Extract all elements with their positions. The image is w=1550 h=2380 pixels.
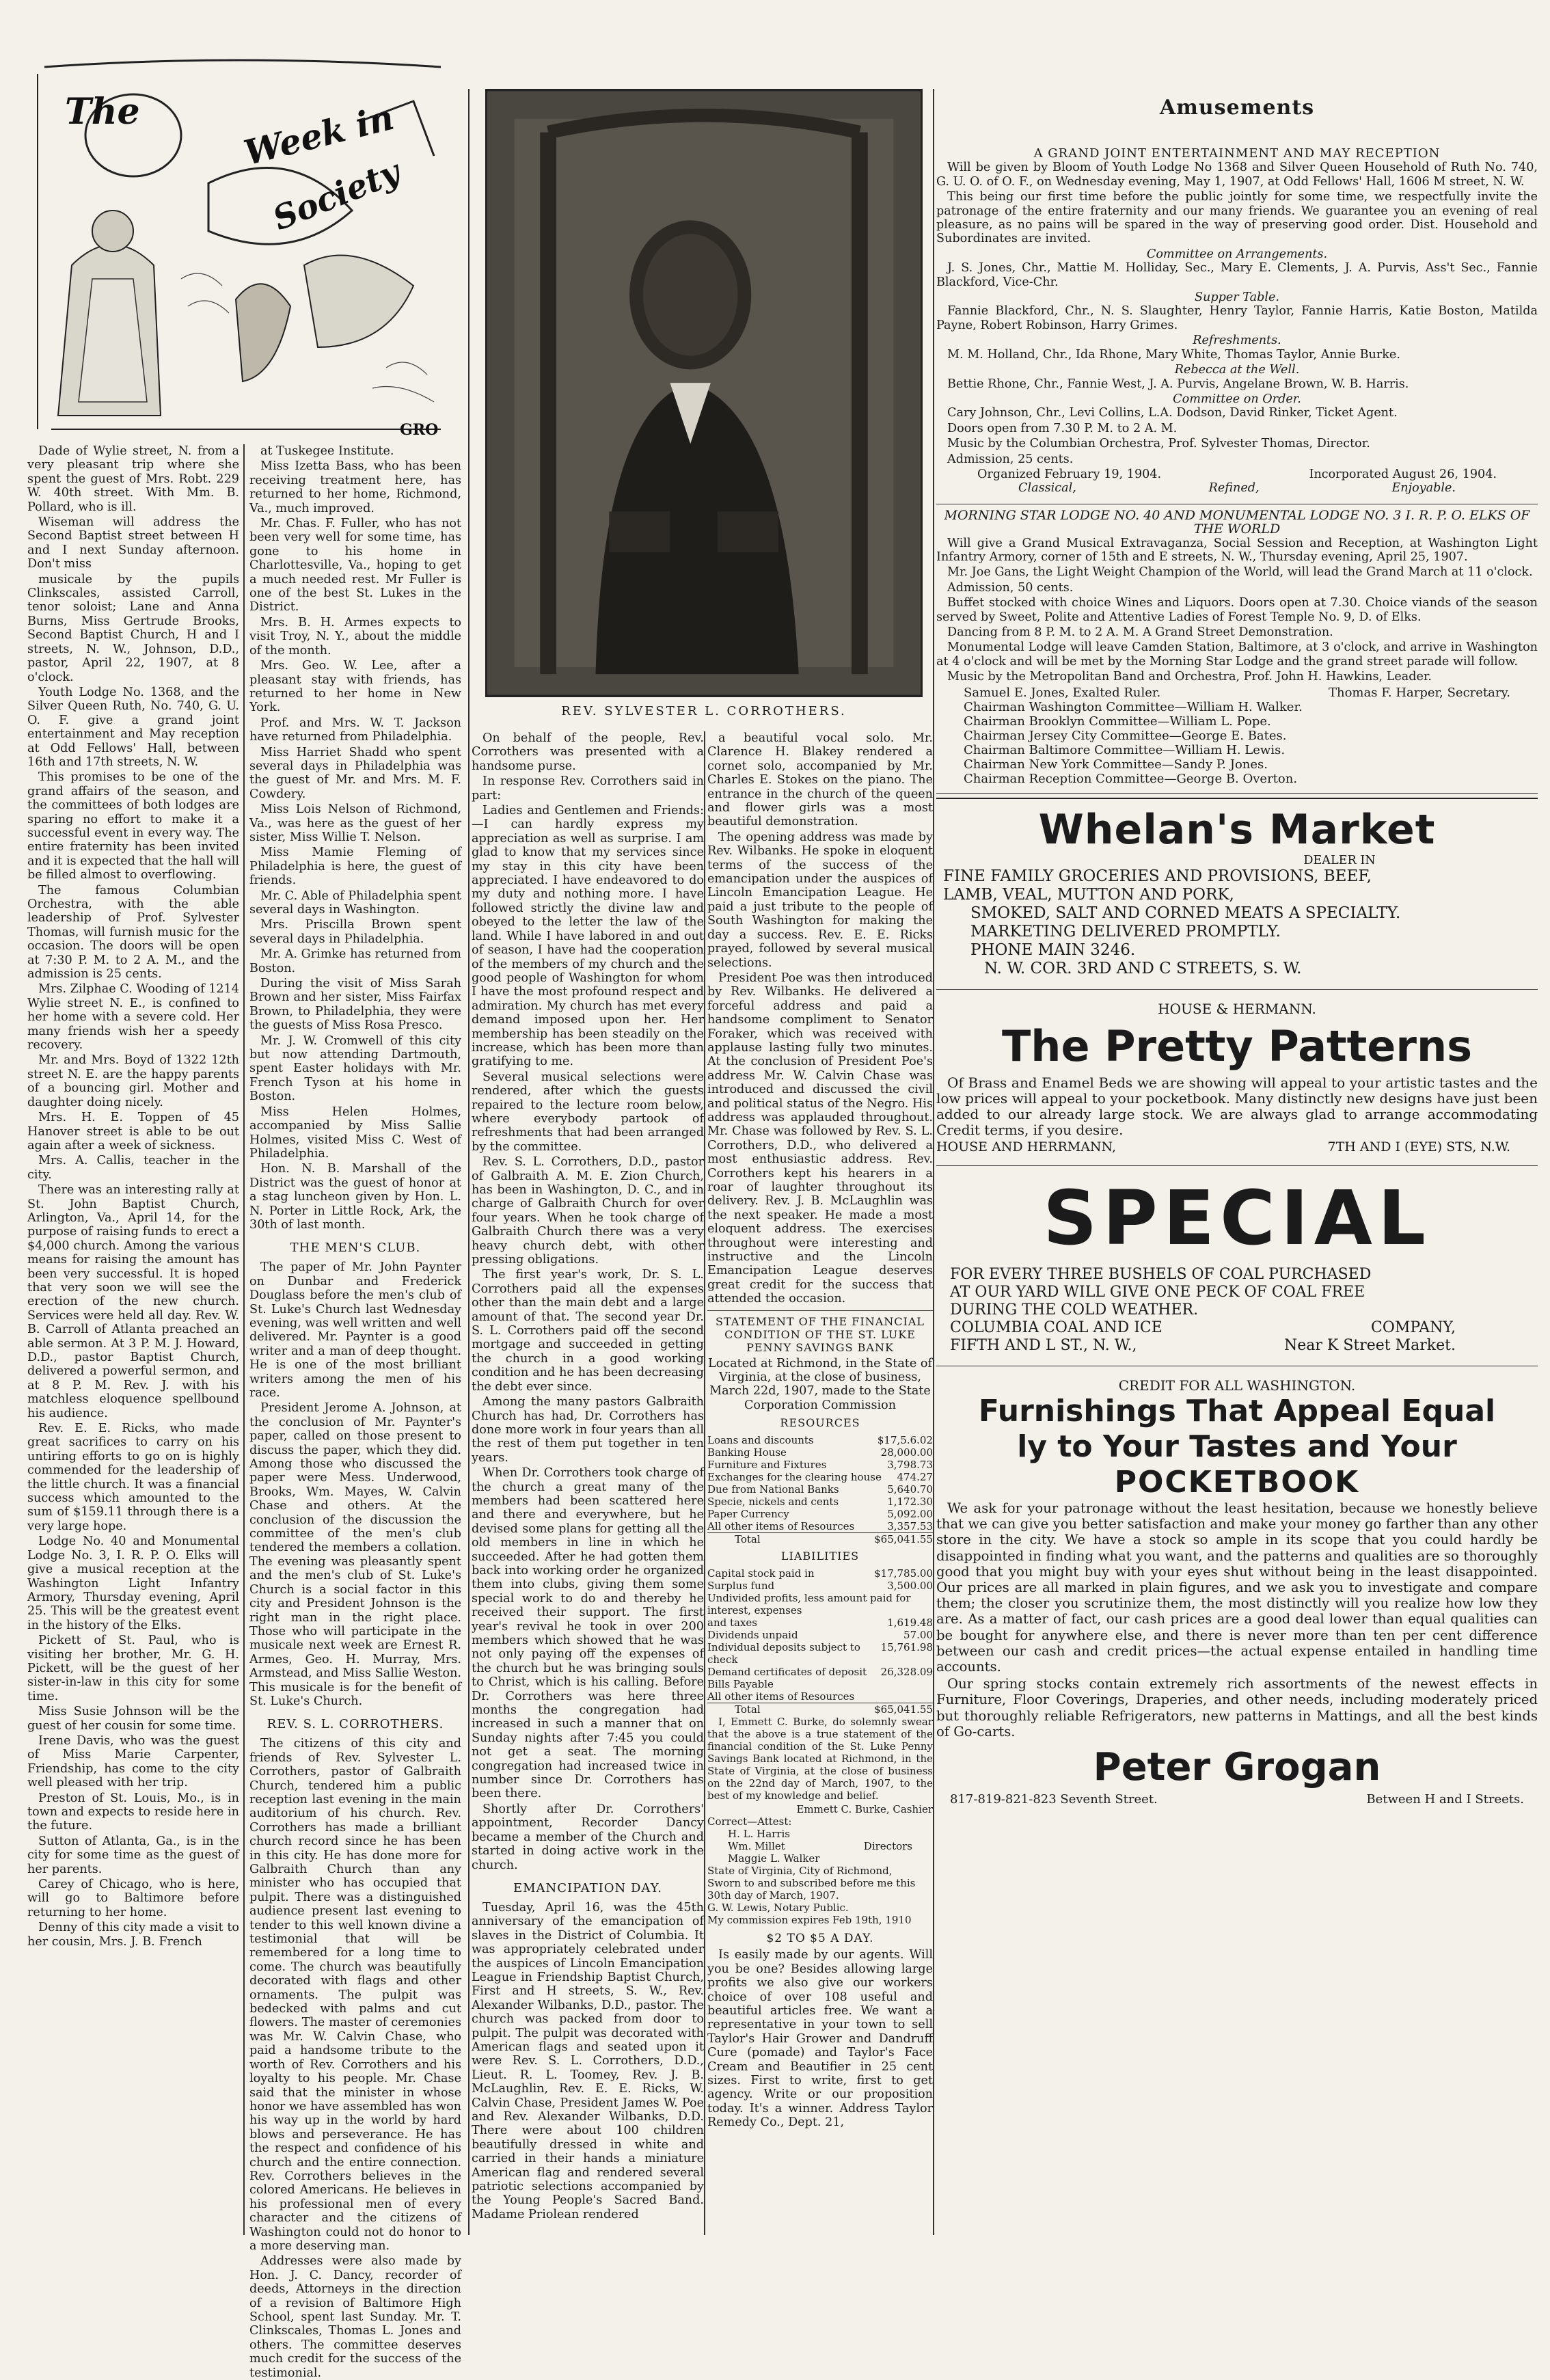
resource-row [707, 1496, 933, 1508]
resource-row-label: Specie, nickels and cents [707, 1496, 839, 1509]
divider [936, 989, 1538, 990]
credit-heading: CREDIT FOR ALL WASHINGTON. [1118, 1377, 1356, 1394]
elks-chairmen-list [936, 700, 1538, 786]
refreshments-list: M. M. Holland, Chr., Ida Rhone, Mary White, Thomas Taylor, Annie Burke. [947, 347, 1400, 362]
resource-row-label: Exchanges for the clearing house [707, 1471, 882, 1484]
emancipation-paragraph: The opening address was made by Rev. Wilbanks. He spoke in eloquent terms of the success of the emancipation under the auspices of Lincoln Emancipation League. He paid a just tribute to the people of South Washington for making the day a success. Rev. E. E. Ricks prayed, followed by several musical selections. [707, 830, 933, 970]
society-paragraph: This promises to be one of the grand affairs of the season, and the committees of both lodges are sparing no effort to make it a successful event in every way. The entire fraternity has been invited and it is expected that the hall will be filled almost to overflowing. [27, 770, 239, 882]
society-paragraph: Lodge No. 40 and Monumental Lodge No. 3, I. R. P. O. Elks will give a musical reception at the Washington Light Infantry Armory, Thursday evening, April 25. This will be the greatest event in the history of the Elks. [27, 1534, 239, 1632]
corrothers-paragraph: Rev. S. L. Corrothers, D.D., pastor of Galbraith A. M. E. Zion Church, has been in Washington, D. C., and in charge of Galbraith Church for over four years. When he took charge of Galbraith Church there was a very heavy church debt, with other pressing obligations. [472, 1155, 704, 1267]
elks-camden: Monumental Lodge will leave Camden Station, Baltimore, at 3 o'clock, and arrive in Washington at 4 o'clock and will be met by the Morning Star Lodge and the grand street parade will follow. [936, 640, 1538, 668]
society-paragraph: Mr. and Mrs. Boyd of 1322 12th street N. E. are the happy parents of a bouncing girl. Mother and daughter doing nicely. [27, 1053, 239, 1109]
resource-row-amount: 3,357.53 [887, 1520, 933, 1533]
credit-title-3: POCKETBOOK [1114, 1465, 1360, 1500]
liability-row-label: Capital stock paid in [707, 1567, 815, 1580]
doors-text: Doors open from 7.30 P. M. to 2 A. M. [947, 421, 1178, 435]
liability-row [707, 1666, 933, 1678]
amusements-column [936, 96, 1538, 2242]
elks-chairman: Chairman Washington Committee—William H. Walker. [964, 699, 1303, 714]
divider [936, 793, 1538, 794]
order-heading: Committee on Order. [1173, 392, 1301, 406]
society-paragraph: Sutton of Atlanta, Ga., is in the city for some time as the guest of her parents. [27, 1834, 239, 1876]
elks-music: Music by the Metropolitan Band and Orchestra, Prof. John H. Hawkins, Leader. [947, 670, 1432, 684]
well-heading: Rebecca at the Well. [1174, 363, 1300, 377]
divider [707, 1310, 933, 1311]
liability-row [707, 1678, 933, 1690]
bank-column [707, 731, 933, 2235]
society-paragraph: Prof. and Mrs. W. T. Jackson have returned from Philadelphia. [249, 716, 461, 744]
elks-dancing: Dancing from 8 P. M. to 2 A. M. A Grand Street Demonstration. [947, 625, 1333, 639]
banner-word-the: The [65, 91, 140, 133]
society-paragraph: Miss Susie Johnson will be the guest of her cousin for some time. [27, 1705, 239, 1733]
corrothers-paragraph: The first year's work, Dr. S. L. Corrothers paid all the expenses other than the main debt and a large amount of that. The second year Dr. S. L. Corrothers paid off the second mortgage and succeeded in getting the church in a good working condition and he has been decreasing the debt ever since. [472, 1268, 704, 1394]
elks-chairman: Chairman New York Committee—Sandy P. Jones. [964, 757, 1268, 772]
amusements-title: Amusements [1159, 96, 1315, 120]
liability-row-label: Surplus fund [707, 1580, 775, 1593]
reception-text-2: This being our first time before the public jointly for some time, we respectfully invite the patronage of the entire fraternity and our many friends. We guarantee you an evening of real pleasure, as no pains will be spared in the way of preserving good order. Dist. Household and Subordinates are invited. [936, 190, 1538, 246]
credit-store-name: Peter Grogan [1093, 1745, 1381, 1790]
liability-row-label: Demand certificates of deposit [707, 1666, 867, 1679]
society-column-left [27, 444, 465, 2380]
resource-row [707, 1483, 933, 1496]
bank-director: Wm. Millet [728, 1840, 785, 1853]
resource-row-label: Due from National Banks [707, 1483, 839, 1496]
whelan-line: LAMB, VEAL, MUTTON AND PORK, [943, 886, 1234, 904]
refreshments-heading: Refreshments. [1193, 334, 1281, 348]
motto-1: Classical, [1018, 481, 1076, 496]
well-list: Bettie Rhone, Chr., Fannie West, J. A. Purvis, Angelane Brown, W. B. Harris. [947, 377, 1409, 391]
resources-total-amount: $65,041.55 [874, 1533, 933, 1546]
liability-row-label: Undivided profits, less amount paid for interest, expenses [707, 1592, 911, 1617]
society-paragraph: Pickett of St. Paul, who is visiting her brother, Mr. G. H. Pickett, will be the guest of her sister-in-law in this city for some time. [27, 1634, 239, 1703]
society-paragraph: Youth Lodge No. 1368, and the Silver Queen Ruth, No. 740, G. U. O. F. give a grand joint entertainment and May reception at Odd Fellows' Hall, between 16th and 17th streets, N. W. [27, 685, 239, 769]
liability-row-amount: 26,328.09 [880, 1666, 933, 1679]
society-paragraph: During the visit of Miss Sarah Brown and her sister, Miss Fairfax Brown, to Philadelphia, they were the guests of Miss Rosa Presco. [249, 977, 461, 1033]
organized-text: Organized February 19, 1904. [977, 467, 1162, 481]
mens-club-paragraph: The paper of Mr. John Paynter on Dunbar and Frederick Douglass before the men's club of St. Luke's Church last Wednesday evening, was well written and well delivered. Mr. Paynter is a good writer and a man of deep thought. He is one of the most brilliant writers among the men of his race. [249, 1260, 461, 1400]
society-paragraph: Irene Davis, who was the guest of Miss Marie Carpenter, Friendship, has come to the city well pleased with her trip. [27, 1733, 239, 1790]
supper-heading: Supper Table. [1194, 290, 1280, 305]
liability-row-amount: 3,500.00 [887, 1580, 933, 1593]
corrothers-paragraph: Addresses were also made by Hon. J. C. Dancy, recorder of deeds, Attorneys in the direction of a revision of Baltimore High School, spent last Sunday. Mr. T. Clinkscales, Thomas L. Jones and others. The committee deserves much credit for the success of the testimonial. [249, 2254, 461, 2380]
society-paragraph: Hon. N. B. Marshall of the District was the guest of honor at a stag luncheon given by Hon. L. N. Porter in Little Rock, Ark, the 30th of last month. [249, 1162, 461, 1232]
resource-row [707, 1508, 933, 1520]
corrothers-paragraph: When Dr. Corrothers took charge of the church a great many of the members had been scattered here and there and everywhere, but he devised some plans for getting all the old members in line in which he succeeded. After he had gotten them back into working order he organized them into clubs, giving them some special work to do and thereby he received their support. The first year's revival he took in over 200 members which showed that he was not only paying off the expenses of the church but he was bringing souls to Christ, which is his calling. Before Dr. Corrothers was here three months the congregation had increased in such a manner that on Sunday nights after 7:45 you could not get a seat. The morning congregation had increased twice in number since Dr. Corrothers has been there. [472, 1466, 704, 1801]
special-title: SPECIAL [1043, 1174, 1431, 1262]
elks-chairman: Chairman Reception Committee—George B. Overton. [964, 771, 1298, 786]
liability-row-label: Dividends unpaid [707, 1629, 798, 1642]
elks-chairman: Chairman Baltimore Committee—William H. Lewis. [964, 742, 1286, 757]
credit-text-2: Our spring stocks contain extremely rich assortments of the newest effects in Furniture, Floor Coverings, Draperies, and other needs, including moderately priced but thoroughly reliable Refrigerators, new patterns in Mattings, and all the best kinds of Go-carts. [936, 1676, 1538, 1740]
mens-club-heading: THE MEN'S CLUB. [290, 1241, 421, 1256]
resource-row-label: Banking House [707, 1446, 787, 1459]
bank-oath: I, Emmett C. Burke, do solemnly swear that the above is a true statement of the financial condition of the St. Luke Penny Savings Bank located at Richmond, in the State of Virginia, at the close of business on the 22nd day of March, 1907, to the best of my knowledge and belief. [707, 1716, 933, 1802]
bank-notary: G. W. Lewis, Notary Public. [707, 1902, 849, 1915]
column-rule [243, 444, 245, 2235]
credit-text: We ask for your patronage without the least hesitation, because we honestly believe that we can give you better satisfaction and make your money go farther than any other store in the city. We have a stock so ample in its scope that you could hardly be disappointed in finding what you want, and the patterns and qualities are so thoroughly good that you might buy with your eyes shut without being in the least disappointed. Our prices are all marked in plain figures, and we ask you to investigate and compare them; the closer you scrutinize them, the most distinctly will you realize how low they are. As a matter of fact, our cash prices are a good deal lower than equal qualities can be bought for anywhere else, and there is never more than ten per cent difference between our cash and credit prices—the actual expense entailed in handling time accounts. [936, 1500, 1538, 1675]
bank-commission: My commission expires Feb 19th, 1910 [707, 1914, 912, 1927]
whelan-dealer: DEALER IN [1303, 853, 1376, 867]
banner-word-society: Society [267, 152, 406, 239]
portrait-illustration [487, 91, 921, 695]
bank-sign: Emmett C. Burke, Cashier [796, 1803, 933, 1816]
peter-grogan-ad [936, 1370, 1538, 1813]
bank-directors-list [728, 1828, 819, 1865]
elks-text: Will give a Grand Musical Extravaganza, Social Session and Reception, at Washington Light Infantry Armory, corner of 15th and E streets, N. W., Thursday evening, April 25, 1907. [936, 536, 1538, 564]
resources-heading: RESOURCES [780, 1416, 860, 1430]
agent-heading: $2 TO $5 A DAY. [766, 1932, 874, 1946]
society-paragraph: Miss Helen Holmes, accompanied by Miss Sallie Holmes, visited Miss C. West of Philadelphia. [249, 1105, 461, 1161]
society-paragraph: Mrs. H. E. Toppen of 45 Hanover street is able to be out again after a week of sickness. [27, 1111, 239, 1152]
music-text: Music by the Columbian Orchestra, Prof. Sylvester Thomas, Director. [947, 437, 1370, 451]
society-paragraph: Carey of Chicago, who is here, will go to Baltimore before returning to her home. [27, 1878, 239, 1919]
credit-title-2: ly to Your Tastes and Your [1017, 1429, 1457, 1465]
resource-row-amount: 5,640.70 [887, 1483, 933, 1496]
liability-row-amount: 57.00 [903, 1629, 933, 1642]
elks-heading: MORNING STAR LODGE NO. 40 AND MONUMENTAL LODGE NO. 3 I. R. P. O. ELKS OF THE WORLD [944, 507, 1530, 537]
corrothers-paragraph: Ladies and Gentlemen and Friends:—I can hardly express my appreciation as well as surprise. I am glad to know that my services since my stay in this city have been appreciated. I have endeavored to do my duty and nothing more. I have followed strictly the divine law and obeyed to the letter the law of the land. While I have labored in and out of season, I have had the cooperation of the members of my church and the good people of Washington for whom I have the most profound respect and admiration. My church has met every demand imposed upon her. Her membership has been steadily on the increase, which has been more than gratifying to me. [472, 804, 704, 1069]
liability-row [707, 1617, 933, 1629]
liability-row-amount: 1,619.48 [887, 1617, 933, 1630]
liability-row-label: and taxes [707, 1617, 757, 1630]
elks-buffet: Buffet stocked with choice Wines and Liquors. Doors open at 7.30. Choice viands of the season served by Sweet, Polite and Attentive Ladies of Forest Temple No. 9, D. of Elks. [936, 596, 1538, 624]
liability-row-amount: 15,761.98 [880, 1641, 933, 1654]
whelan-lines [936, 867, 1538, 978]
corrothers-paragraph: On behalf of the people, Rev. Corrothers was presented with a handsome purse. [472, 731, 704, 773]
order-list: Cary Johnson, Chr., Levi Collins, L.A. Dodson, David Rinker, Ticket Agent. [947, 406, 1398, 420]
reception-text: Will be given by Bloom of Youth Lodge No 1368 and Silver Queen Household of Ruth No. 740, G. U. O. of O. F., on Wednesday evening, May 1, 1907, at Odd Fellows' Hall, 1606 M street, N. W. [936, 161, 1538, 189]
bank-director: H. L. Harris [728, 1828, 790, 1841]
liability-row [707, 1580, 933, 1592]
divider [936, 1165, 1538, 1166]
incorporated-text: Incorporated August 26, 1904. [1309, 467, 1497, 481]
society-paragraph: Miss Mamie Fleming of Philadelphia is here, the guest of friends. [249, 846, 461, 888]
whelan-line: SMOKED, SALT AND CORNED MEATS A SPECIALTY. [970, 904, 1401, 923]
whelan-line: MARKETING DELIVERED PROMPTLY. [970, 923, 1281, 941]
banner-subtitle: GRO [400, 421, 439, 439]
emancipation-paragraph: a beautiful vocal solo. Mr. Clarence H. Blakey rendered a cornet solo, accompanied by Mr. Charles E. Stokes on the piano. The entrance in the church of the queen and flower girls was a most beautiful demonstration. [707, 731, 933, 829]
liabilities-total-amount: $65,041.55 [874, 1703, 933, 1716]
motto-2: Refined, [1208, 481, 1260, 496]
liability-row-label: Individual deposits subject to check [707, 1641, 860, 1666]
society-paragraph: Denny of this city made a visit to her cousin, Mrs. J. B. French [27, 1921, 239, 1949]
liability-row [707, 1641, 933, 1666]
resource-row-amount: 3,798.73 [887, 1459, 933, 1472]
society-paragraph: The famous Columbian Orchestra, with the able leadership of Prof. Sylvester Thomas, will furnish music for the occasion. The doors will be open at 7:30 P. M. to 2 A. M., and the admission is 25 cents. [27, 883, 239, 982]
elks-secretary: Thomas F. Harper, Secretary. [1329, 685, 1510, 700]
bank-state: State of Virginia, City of Richmond, [707, 1865, 893, 1878]
corrothers-column [472, 731, 704, 2235]
bank-sworn: Sworn to and subscribed before me this 30th day of March, 1907. [707, 1877, 916, 1902]
whelan-line: N. W. COR. 3RD AND C STREETS, S. W. [984, 960, 1302, 978]
society-paragraph: Mr. C. Able of Philadelphia spent several days in Washington. [249, 889, 461, 917]
special-company-right: COMPANY, [1371, 1319, 1456, 1337]
emancipation-paragraph: Tuesday, April 16, was the 45th anniversary of the emancipation of slaves in the District of Columbia. It was appropriately celebrated under the auspices of Lincoln Emancipation League in Friendship Baptist Church, First and H streets, S. W., Rev. Alexander Wilbanks, D.D., pastor. The church was packed from door to pulpit. The pulpit was decorated with American flags and seated upon it were Rev. S. L. Corrothers, D.D., Lieut. R. L. Toomey, Rev. J. B. McLaughlin, Rev. E. E. Ricks, W. Calvin Chase, President James W. Poe and Rev. Alexander Wilbanks, D.D. There were about 100 children beautifully dressed in white and carried in their hands a miniature American flag and rendered several patriotic selections accompanied by the Young People's Sacred Band. Madame Priolean rendered [472, 1900, 704, 2221]
week-in-society-banner [31, 60, 448, 443]
society-paragraph: Dade of Wylie street, N. from a very pleasant trip where she spent the guest of Mrs. Robt. 229 W. 40th street. With Mm. B. Pollard, who is ill. [27, 444, 239, 514]
liability-row [707, 1592, 933, 1617]
elks-chairman: Chairman Brooklyn Committee—William L. Pope. [964, 714, 1271, 729]
special-coal-ad [936, 1170, 1538, 1362]
whelan-ad [936, 798, 1538, 985]
house-hermann-ad [936, 994, 1538, 1161]
house-heading: HOUSE & HERMANN. [1158, 1001, 1316, 1018]
society-subcolumn-1 [27, 444, 239, 2235]
resource-row-amount: 5,092.00 [887, 1508, 933, 1521]
special-address-right: Near K Street Market. [1284, 1337, 1456, 1355]
elks-chairman: Chairman Jersey City Committee—George E. Bates. [964, 728, 1287, 743]
society-paragraph: Mr. A. Grimke has returned from Boston. [249, 947, 461, 975]
corrothers-paragraph: Shortly after Dr. Corrothers' appointment, Recorder Dancy became a member of the Church and started in doing active work in the church. [472, 1802, 704, 1872]
special-address-left: FIFTH AND L ST., N. W., [950, 1337, 1137, 1355]
resource-row-amount: 474.27 [897, 1471, 933, 1484]
society-paragraph: There was an interesting rally at St. John Baptist Church, Arlington, Va., April 14, for the purpose of raising funds to erect a $4,000 church. Among the various means for raising the amount has been very successful. It is hoped that very soon we will see the erection of the new church. Services were held all day. Rev. W. B. Carroll of Atlanta preached an able sermon. At 3 P. M. J. Howard, D.D., pastor Baptist Church, delivered a powerful sermon, and at 8 P. M. Rev. J. with his matchless eloquence spellbound his audience. [27, 1183, 239, 1420]
resource-row [707, 1459, 933, 1471]
house-footer-left: HOUSE AND HERRMANN, [936, 1139, 1117, 1155]
liabilities-total [707, 1703, 933, 1716]
society-paragraph: Mrs. A. Callis, teacher in the city. [27, 1154, 239, 1182]
special-company-left: COLUMBIA COAL AND ICE [950, 1319, 1162, 1337]
liabilities-total-label: Total [735, 1703, 761, 1716]
house-footer-right: 7TH AND I (EYE) STS, N.W. [1327, 1139, 1510, 1155]
liability-row [707, 1629, 933, 1641]
resource-row-amount: 28,000.00 [880, 1446, 933, 1459]
resource-row-label: Furniture and Fixtures [707, 1459, 827, 1472]
bank-director: Maggie L. Walker [728, 1852, 820, 1865]
agent-text: Is easily made by our agents. Will you be one? Besides allowing large profits we also give our workers choice of over 108 useful and beautiful articles free. We want a representative in your town to sell Taylor's Hair Grower and Dandruff Cure (pomade) and Taylor's Face Cream and Beautifier in 25 cent sizes. First to write, first to get agency. Write or our proposition today. It's a winner. Address Taylor Remedy Co., Dept. 21, [707, 1948, 933, 2130]
corrothers-paragraph: In response Rev. Corrothers said in part: [472, 774, 704, 802]
society-paragraph: Mrs. Zilphae C. Wooding of 1214 Wylie street N. E., is confined to her home with a severe cold. Her many friends wish her a speedy recovery. [27, 982, 239, 1053]
elks-admission: Admission, 50 cents. [947, 580, 1074, 595]
resource-row-label: All other items of Resources [707, 1520, 855, 1533]
whelan-line: PHONE MAIN 3246. [970, 941, 1136, 960]
corrothers-paragraph: Several musical selections were rendered, after which the guests repaired to the lecture room below, where everybody partook of refreshments that had been arranged by the committee. [472, 1070, 704, 1154]
society-subcolumn-2 [249, 444, 461, 2380]
society-paragraph: musicale by the pupils Clinkscales, assisted Carroll, tenor soloist; Lane and Anna Burns, Miss Gertrude Brooks, Second Baptist Church, H and I streets, N. W., Johnson, D.D., pastor, April 22, 1907, at 8 o'clock. [27, 572, 239, 684]
house-text: Of Brass and Enamel Beds we are showing will appeal to your artistic tastes and the low prices will appeal to your pocketbook. Many distinctly new designs have just been added to our already large stock. We are always glad to arrange accommodating Credit terms, if you desire. [936, 1074, 1538, 1139]
credit-address-left: 817-819-821-823 Seventh Street. [950, 1792, 1158, 1807]
bank-intro: Located at Richmond, in the State of Virginia, at the close of business, March 22d, 1907, made to the State Corporation Commission [708, 1356, 932, 1412]
society-paragraph: Mrs. Priscilla Brown spent several days in Philadelphia. [249, 918, 461, 946]
resource-row-amount: 1,172.30 [887, 1496, 933, 1509]
resource-row-amount: $17,5.6.02 [877, 1434, 933, 1447]
bank-correct: Correct—Attest: [707, 1815, 792, 1828]
liability-row [707, 1690, 933, 1703]
society-paragraph: Miss Harriet Shadd who spent several days in Philadelphia was the guest of Mr. and Mrs. M. F. Cowdery. [249, 745, 461, 801]
supper-list: Fannie Blackford, Chr., N. S. Slaughter, Henry Taylor, Fannie Harris, Katie Boston, Matilda Payne, Robert Robinson, Harry Grimes. [936, 304, 1538, 332]
resource-row [707, 1471, 933, 1483]
society-paragraph: Preston of St. Louis, Mo., is in town and expects to reside here in the future. [27, 1791, 239, 1833]
liability-row [707, 1567, 933, 1580]
corrothers-heading: REV. S. L. CORROTHERS. [267, 1717, 444, 1732]
emancipation-heading: EMANCIPATION DAY. [513, 1880, 662, 1895]
arrangements-list: J. S. Jones, Chr., Mattie M. Holliday, Sec., Mary E. Clements, J. A. Purvis, Ass't Sec., Fannie Blackford, Vice-Chr. [936, 261, 1538, 289]
society-paragraph: Mr. J. W. Cromwell of this city but now attending Dartmouth, spent Easter holidays with Mr. French Tyson at his home in Boston. [249, 1033, 461, 1104]
society-paragraph: Mrs. B. H. Armes expects to visit Troy, N. Y., about the middle of the month. [249, 615, 461, 658]
corrothers-paragraph: Among the many pastors Galbraith Church has had, Dr. Corrothers has done more work in four years than all the rest of them put together in ten years. [472, 1395, 704, 1465]
special-line-1: FOR EVERY THREE BUSHELS OF COAL PURCHASED [950, 1266, 1372, 1284]
emancipation-paragraph: President Poe was then introduced by Rev. Wilbanks. He delivered a forceful address and paid a handsome compliment to Senator Foraker, which was received with applause lasting fully two minutes. At the conclusion of President Poe's address Mr. W. Calvin Chase was introduced and discussed the civil and political status of the Negro. His address was applauded throughout. Mr. Chase was followed by Rev. S. L. Corrothers, D.D., who delivered a most enthusiastic address. Rev. Corrothers kept his hearers in a roar of laughter throughout its delivery. Rev. J. B. McLaughlin was the next speaker. He made a most eloquent address. The exercises throughout were interesting and instructive and the Lincoln Emancipation League deserves great credit for the success that attended the occasion. [707, 971, 933, 1306]
portrait-caption: REV. SYLVESTER L. CORROTHERS. [561, 704, 847, 718]
house-title: The Pretty Patterns [1002, 1021, 1472, 1072]
resource-row-label: Loans and discounts [707, 1434, 814, 1447]
motto-3: Enjoyable. [1391, 481, 1456, 496]
column-rule [468, 89, 470, 2235]
resource-row [707, 1446, 933, 1459]
reception-heading: A GRAND JOINT ENTERTAINMENT AND MAY RECEPTION [1033, 146, 1441, 161]
portrait-photo [485, 89, 923, 697]
whelan-line: FINE FAMILY GROCERIES AND PROVISIONS, BEEF, [943, 867, 1372, 886]
elks-text-2: Mr. Joe Gans, the Light Weight Champion of the World, will lead the Grand March at 11 o'clock. [947, 565, 1533, 580]
resources-total-label: Total [735, 1533, 761, 1546]
society-paragraph: Mrs. Geo. W. Lee, after a pleasant stay with friends, has returned to her home in New York. [249, 659, 461, 715]
column-rule [933, 89, 934, 2235]
society-paragraph: Miss Izetta Bass, who has been receiving treatment here, has returned to her home, Richmond, Va., much improved. [249, 459, 461, 515]
society-paragraph: Miss Lois Nelson of Richmond, Va., was here as the guest of her sister, Miss Willie T. Nelson. [249, 802, 461, 844]
resources-total [707, 1532, 933, 1545]
column-rule [704, 731, 705, 2235]
resource-row [707, 1434, 933, 1446]
admission-text: Admission, 25 cents. [947, 452, 1074, 466]
banner-word-week: Week in [240, 96, 398, 174]
liability-row-label: Bills Payable [707, 1678, 774, 1691]
whelan-title: Whelan's Market [1038, 805, 1436, 854]
society-paragraph: Wiseman will address the Second Baptist street between H and I next Sunday afternoon. Don't miss [27, 515, 239, 571]
resource-row-label: Paper Currency [707, 1508, 789, 1521]
special-line-3: DURING THE COLD WEATHER. [950, 1301, 1199, 1319]
elks-ruler: Samuel E. Jones, Exalted Ruler. [964, 685, 1161, 700]
society-paragraph: Rev. E. E. Ricks, who made great sacrifices to carry on his untiring efforts to go on is highly commended for the leadership of the little church. It was a financial success which amounted to the sum of $159.11 through there is a very large hope. [27, 1422, 239, 1533]
bank-directors [707, 1828, 933, 1865]
resource-row [707, 1520, 933, 1532]
liabilities-heading: LIABILITIES [780, 1550, 860, 1563]
arrangements-heading: Committee on Arrangements. [1146, 247, 1328, 261]
bank-heading: STATEMENT OF THE FINANCIAL CONDITION OF THE ST. LUKE PENNY SAVINGS BANK [715, 1314, 925, 1354]
society-paragraph: Mr. Chas. F. Fuller, who has not been very well for some time, has gone to his home in Charlottesville, Va., hoping to get a much needed rest. Mr Fuller is one of the best St. Lukes in the District. [249, 517, 461, 614]
credit-title-1: Furnishings That Appeal Equal [978, 1394, 1496, 1429]
society-paragraph: at Tuskegee Institute. [260, 444, 394, 458]
special-line-2: AT OUR YARD WILL GIVE ONE PECK OF COAL FREE [950, 1284, 1365, 1301]
corrothers-paragraph: The citizens of this city and friends of Rev. Sylvester L. Corrothers, pastor of Galbraith Church, tendered him a public reception last evening in the main auditorium of his church. Rev. Corrothers has made a brilliant church record since he has been in this city. He has done more for Galbraith Church than any minister who has occupied that pulpit. There was a distinguished audience present last evening to tender to this well known divine a testimonial that will be remembered for a long time to come. The church was beautifully decorated with flags and other ornaments. The pulpit was bedecked with palms and cut flowers. The master of ceremonies was Mr. W. Calvin Chase, who paid a handsome tribute to the worth of Rev. Corrothers and his loyalty to his people. Mr. Chase said that the minister in whose honor we have assembled has won his way up in the world by hard blows and perseverance. He has the respect and confidence of his church and the entire connection. Rev. Corrothers believes in the colored Americans. He believes in his professional men of every character and the citizens of Washington could not do honor to a more deserving man. [249, 1737, 461, 2253]
bank-directors-label: Directors [863, 1840, 912, 1853]
liability-row-label: All other items of Resources [707, 1690, 855, 1703]
credit-address-right: Between H and I Streets. [1366, 1792, 1524, 1807]
mens-club-paragraph: President Jerome A. Johnson, at the conclusion of Mr. Paynter's paper, called on those present to discuss the paper, which they did. Among those who discussed the paper were Mess. Underwood, Brooks, Wm. Mayes, W. Calvin Chase and others. At the conclusion of the discussion the committee of the men's club tendered the members a collation. The evening was pleasantly spent and the men's club of St. Luke's Church is a social factor in this city and President Johnson is the right man in the right place. Those who will participate in the musicale next week are Ernest R. Armes, Geo. H. Murray, Mrs. Armstead, and Miss Sallie Weston. This musicale is for the benefit of St. Luke's Church. [249, 1401, 461, 1708]
liability-row-amount: $17,785.00 [874, 1567, 933, 1580]
